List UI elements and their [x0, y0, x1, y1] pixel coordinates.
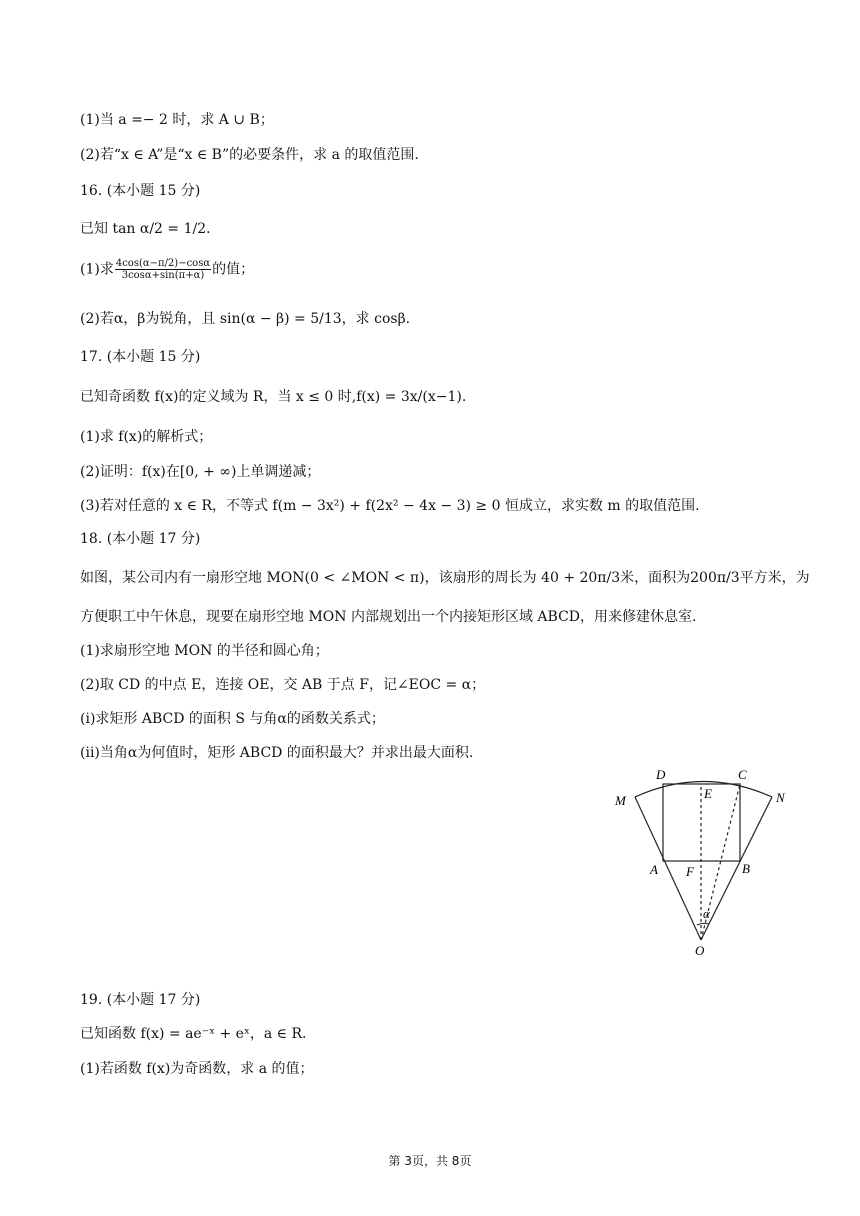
sector-figure [606, 762, 796, 960]
q15-part1: (1)当 a =− 2 时，求 A ∪ B； [80, 112, 274, 128]
q16-part1-numerator: 4cos(α−π/2)−cosα [115, 258, 211, 269]
label-e: E [704, 786, 712, 801]
q18-part2: (2)取 CD 的中点 E，连接 OE，交 AB 于点 F，记∠EOC = α； [80, 677, 486, 693]
label-d: D [656, 767, 666, 782]
q16-heading: 16. (本小题 15 分) [80, 183, 201, 199]
q16-part2: (2)若α，β为锐角，且 sin(α − β) = 5/13，求 cosβ. [80, 311, 411, 327]
q16-part1-suffix: 的值； [212, 261, 255, 278]
label-o: O [695, 943, 705, 958]
q18-heading: 18. (本小题 17 分) [80, 531, 201, 547]
q18-text-line2: 方便职工中午休息，现要在扇形空地 MON 内部规划出一个内接矩形区域 ABCD，用来修建休息室. [80, 609, 697, 625]
label-m: M [615, 793, 626, 808]
label-c: C [738, 767, 747, 782]
label-n: N [776, 790, 785, 805]
angle-alpha-arc [697, 923, 709, 925]
q16-part1 [80, 258, 254, 281]
q18-part2-ii: (ii)当角α为何值时，矩形 ABCD 的面积最大？并求出最大面积. [80, 745, 474, 761]
q16-given: 已知 tan α/2 = 1/2. [80, 221, 211, 237]
q15-part2: (2)若“x ∈ A”是“x ∈ B”的必要条件，求 a 的取值范围. [80, 147, 419, 163]
q17-part2: (2)证明：f(x)在[0, + ∞)上单调递减； [80, 464, 321, 480]
label-b: B [742, 861, 750, 876]
label-f: F [686, 864, 694, 879]
q16-part1-denominator: 3cosα+sin(π+α) [121, 270, 205, 281]
page-footer: 第 3页，共 8页 [388, 1154, 472, 1168]
q16-part1-fraction [115, 258, 211, 281]
q17-given: 已知奇函数 f(x)的定义域为 R，当 x ≤ 0 时,f(x) = 3x/(x−1). [80, 389, 467, 405]
q17-heading: 17. (本小题 15 分) [80, 349, 201, 365]
q18-part2-i: (i)求矩形 ABCD 的面积 S 与角α的函数关系式； [80, 711, 385, 727]
radius-on [701, 797, 772, 940]
q19-part1: (1)若函数 f(x)为奇函数，求 a 的值； [80, 1061, 314, 1077]
q18-part1: (1)求扇形空地 MON 的半径和圆心角； [80, 643, 329, 659]
q16-part1-prefix: (1)求 [80, 261, 114, 278]
q17-part1: (1)求 f(x)的解析式； [80, 429, 213, 445]
q18-text-line1: 如图，某公司内有一扇形空地 MON(0 < ∠MON < π)，该扇形的周长为 40 + 20π/3米，面积为200π/3平方米，为 [80, 570, 810, 586]
q19-heading: 19. (本小题 17 分) [80, 992, 201, 1008]
label-a: A [650, 862, 658, 877]
q19-given: 已知函数 f(x) = ae⁻ˣ + eˣ，a ∈ R. [80, 1026, 307, 1042]
label-alpha: α [703, 906, 710, 921]
q17-part3: (3)若对任意的 x ∈ R，不等式 f(m − 3x²) + f(2x² − 4x − 3) ≥ 0 恒成立，求实数 m 的取值范围. [80, 498, 700, 514]
